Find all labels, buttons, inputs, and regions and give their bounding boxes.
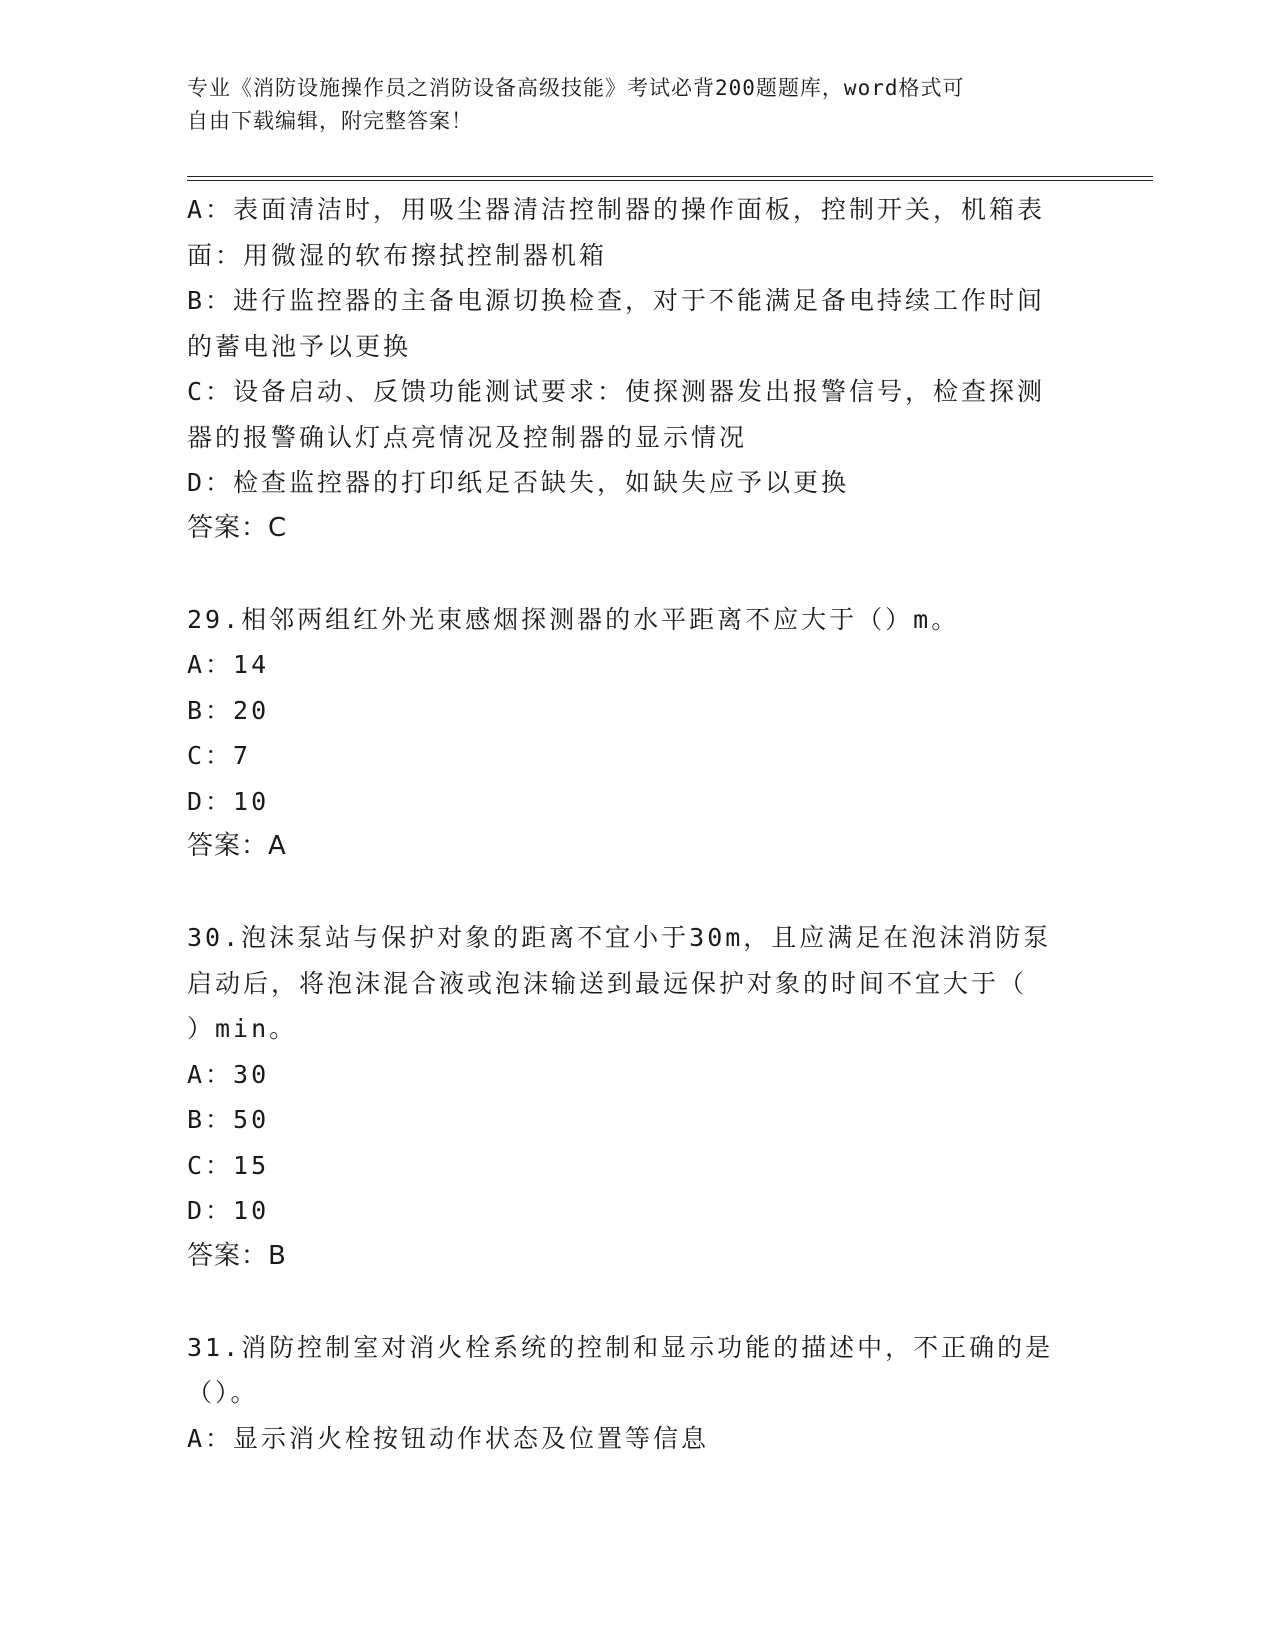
q30-option-b: B：50 — [187, 1105, 270, 1134]
q31-stem-line-1: 31.消防控制室对消火栓系统的控制和显示功能的描述中，不正确的是 — [187, 1332, 1054, 1362]
q29-option-a: A：14 — [187, 650, 270, 679]
q30-option-a: A：30 — [187, 1059, 270, 1089]
header-divider — [187, 176, 1153, 181]
question-30 — [187, 915, 1087, 1279]
spacer — [187, 1279, 1087, 1325]
q29-stem: 29.相邻两组红外光束感烟探测器的水平距离不应大于（）m。 — [187, 604, 960, 634]
q30-answer: 答案：B — [187, 1240, 287, 1271]
q31-stem-line-2: （）。 — [187, 1378, 259, 1407]
q28-option-d: D：检查监控器的打印纸足否缺失，如缺失应予以更换 — [187, 468, 850, 497]
q29-option-b: B：20 — [187, 695, 270, 725]
question-29 — [187, 597, 1087, 870]
q30-stem-line-2: 启动后，将泡沫混合液或泡沫输送到最远保护对象的时间不宜大于（ — [187, 968, 1028, 998]
q29-answer: 答案：A — [187, 831, 287, 861]
document-body — [187, 187, 1087, 1461]
q30-stem-line-1: 30.泡沫泵站与保护对象的距离不宜小于30m，且应满足在泡沫消防泵 — [187, 923, 1052, 952]
q30-option-c: C：15 — [187, 1150, 270, 1180]
question-28 — [187, 187, 1087, 551]
q29-option-d: D：10 — [187, 786, 270, 816]
header-line-1: 专业《消防设施操作员之消防设备高级技能》考试必背200题题库，word格式可 — [187, 76, 965, 100]
q30-stem-line-3: ）min。 — [187, 1014, 298, 1043]
q28-option-a-line-2: 面：用微湿的软布擦拭控制器机箱 — [187, 240, 608, 270]
header-line-2: 自由下载编辑，附完整答案！ — [187, 109, 473, 133]
q28-answer: 答案：C — [187, 512, 288, 543]
q28-option-c-line-1: C：设备启动、反馈功能测试要求：使探测器发出报警信号，检查探测 — [187, 377, 1046, 406]
spacer — [187, 551, 1087, 597]
page-header — [187, 72, 1067, 138]
q29-option-c: C：7 — [187, 741, 252, 770]
q30-option-d: D：10 — [187, 1196, 270, 1225]
q31-option-a: A：显示消火栓按钮动作状态及位置等信息 — [187, 1423, 710, 1453]
q28-option-c-line-2: 器的报警确认灯点亮情况及控制器的显示情况 — [187, 422, 748, 452]
question-31 — [187, 1325, 1087, 1462]
q28-option-a-line-1: A：表面清洁时，用吸尘器清洁控制器的操作面板，控制开关，机箱表 — [187, 195, 1046, 224]
spacer — [187, 870, 1087, 916]
q28-option-b-line-2: 的蓄电池予以更换 — [187, 331, 412, 361]
q28-option-b-line-1: B：进行监控器的主备电源切换检查，对于不能满足备电持续工作时间 — [187, 286, 1046, 315]
